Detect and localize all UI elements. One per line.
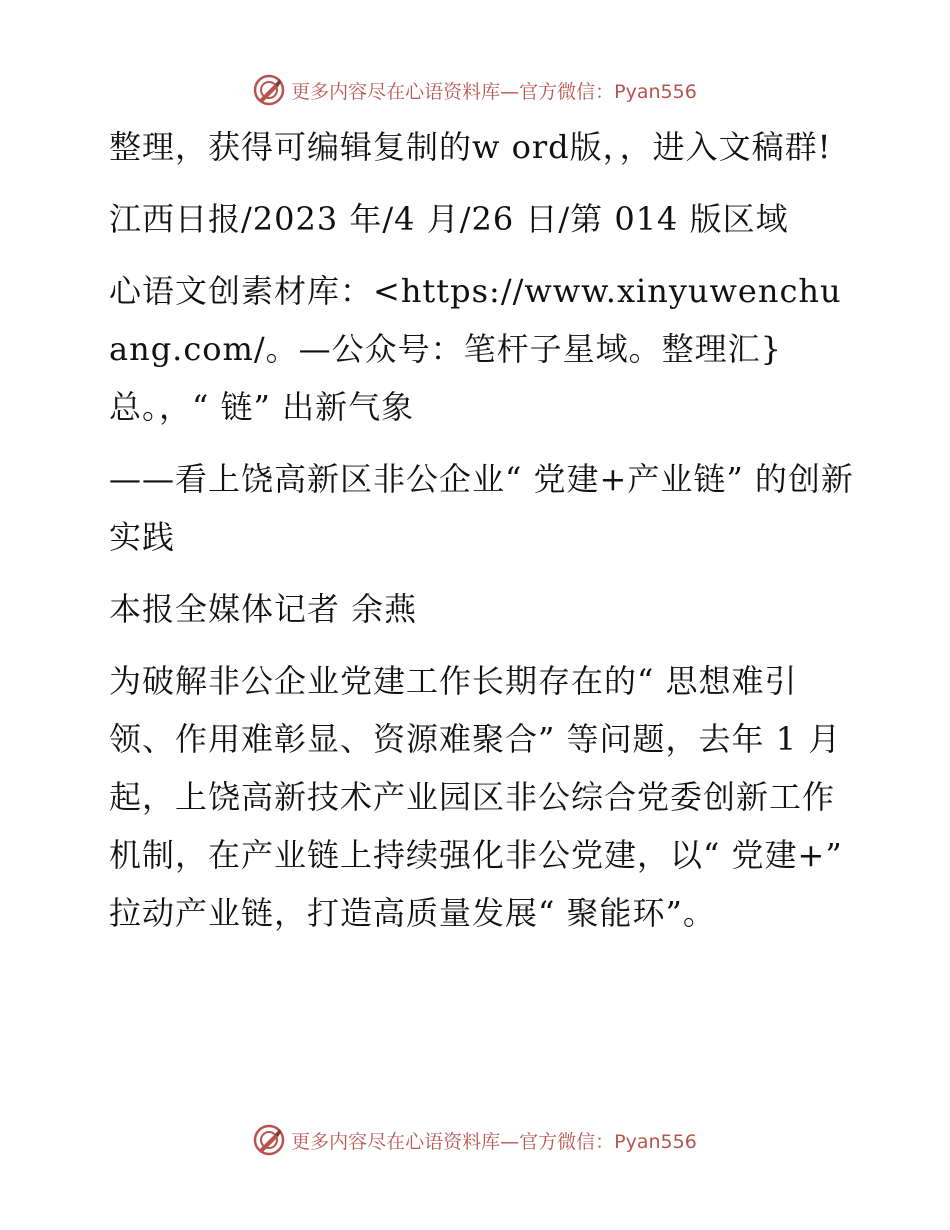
paragraph-subtitle: ——看上饶高新区非公企业“ 党建+产业链” 的创新实践: [109, 460, 854, 556]
paragraph-intro: 整理，获得可编辑复制的w ord版，，进入文稿群!: [109, 128, 832, 166]
banner-text: 更多内容尽在心语资料库—官方微信：Pyan556: [291, 1130, 697, 1153]
footer-banner: [0, 1120, 950, 1160]
header-banner: [0, 70, 950, 110]
paragraph-body: 为破解非公企业党建工作长期存在的“ 思想难引领、作用难彰显、资源难聚合” 等问题，去年 1 月起，上饶高新技术产业园区非公综合党委创新工作机制，在产业链上持续强化非公党建，以“ 党建+” 拉动产业链，打造高质量发展“ 聚能环”。: [109, 662, 843, 932]
paragraph-source: 江西日报/2023 年/4 月/26 日/第 014 版区域: [109, 200, 789, 238]
document-body: [97, 118, 857, 956]
logo-icon: [253, 74, 285, 106]
logo-icon: [253, 1124, 285, 1156]
paragraph-byline: 本报全媒体记者 余燕: [109, 590, 418, 628]
banner-text: 更多内容尽在心语资料库—官方微信：Pyan556: [291, 80, 697, 103]
paragraph-title: 心语文创素材库：<https://www.xinyuwenchuang.com/。—公众号：笔杆子星域。整理汇}总。，“ 链” 出新气象: [109, 272, 842, 426]
